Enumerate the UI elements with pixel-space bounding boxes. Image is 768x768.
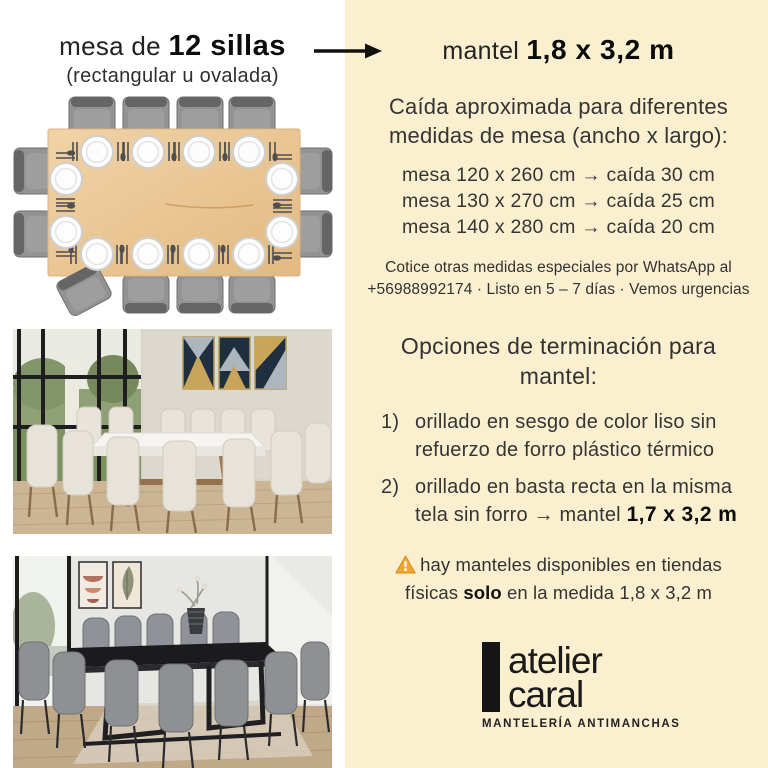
logo-line2: caral [508,673,584,715]
dining-room-white-table-photo [13,329,332,534]
table-title-prefix: mesa de [59,31,169,61]
caida-row: mesa 140 x 280 cm → caída 20 cm [402,215,715,238]
table-top-view-diagram [0,94,345,319]
option-number: 1) [381,410,400,433]
mantel-prefix: mantel [442,37,527,65]
table-title [0,30,345,63]
right-arrow-icon [312,40,384,62]
table-subtitle: (rectangular u ovalada) [66,65,279,87]
options-list [367,409,750,529]
option-text: orillado en sesgo de color liso sin refuerzo de forro plástico térmico [415,410,717,461]
logo-bar-mark [482,642,500,712]
warning-text: hay manteles disponibles en tiendas físicas solo en la medida 1,8 x 3,2 m [404,553,722,603]
option-item-1 [381,409,750,464]
table-title-bold: 12 sillas [168,30,286,62]
info-panel [345,0,768,768]
logo-line1: atelier [508,639,602,681]
logo-tagline: MANTELERÍA ANTIMANCHAS [482,717,681,730]
options-heading: Opciones de terminación para mantel: [400,333,717,390]
option-text: orillado en basta recta en la misma tela sin forro → mantel 1,7 x 3,2 m [415,475,738,526]
caida-heading: Caída aproximada para diferentes medidas de mesa (ancho x largo): [388,94,729,149]
whatsapp-note: Cotice otras medidas especiales por WhatsApp al +56988992174 · Listo en 5 – 7 días · Vemos urgencias [367,258,750,298]
caida-row: mesa 130 x 270 cm → caída 25 cm [402,189,715,212]
caida-table [367,163,750,241]
option-item-2 [381,474,750,529]
dining-room-black-table-photo [13,556,332,768]
left-column [0,0,345,768]
logo-row [482,639,704,715]
caida-row: mesa 120 x 260 cm → caída 30 cm [402,164,715,187]
table-title-block [0,0,345,88]
mantel-size-title [367,34,750,66]
option-number: 2) [381,475,400,498]
logo-wordmark [508,639,602,715]
warning-triangle-icon [395,555,416,581]
store-availability-warning [367,553,750,606]
mantel-size-bold: 1,8 x 3,2 m [526,34,675,65]
brand-logo [482,639,704,730]
